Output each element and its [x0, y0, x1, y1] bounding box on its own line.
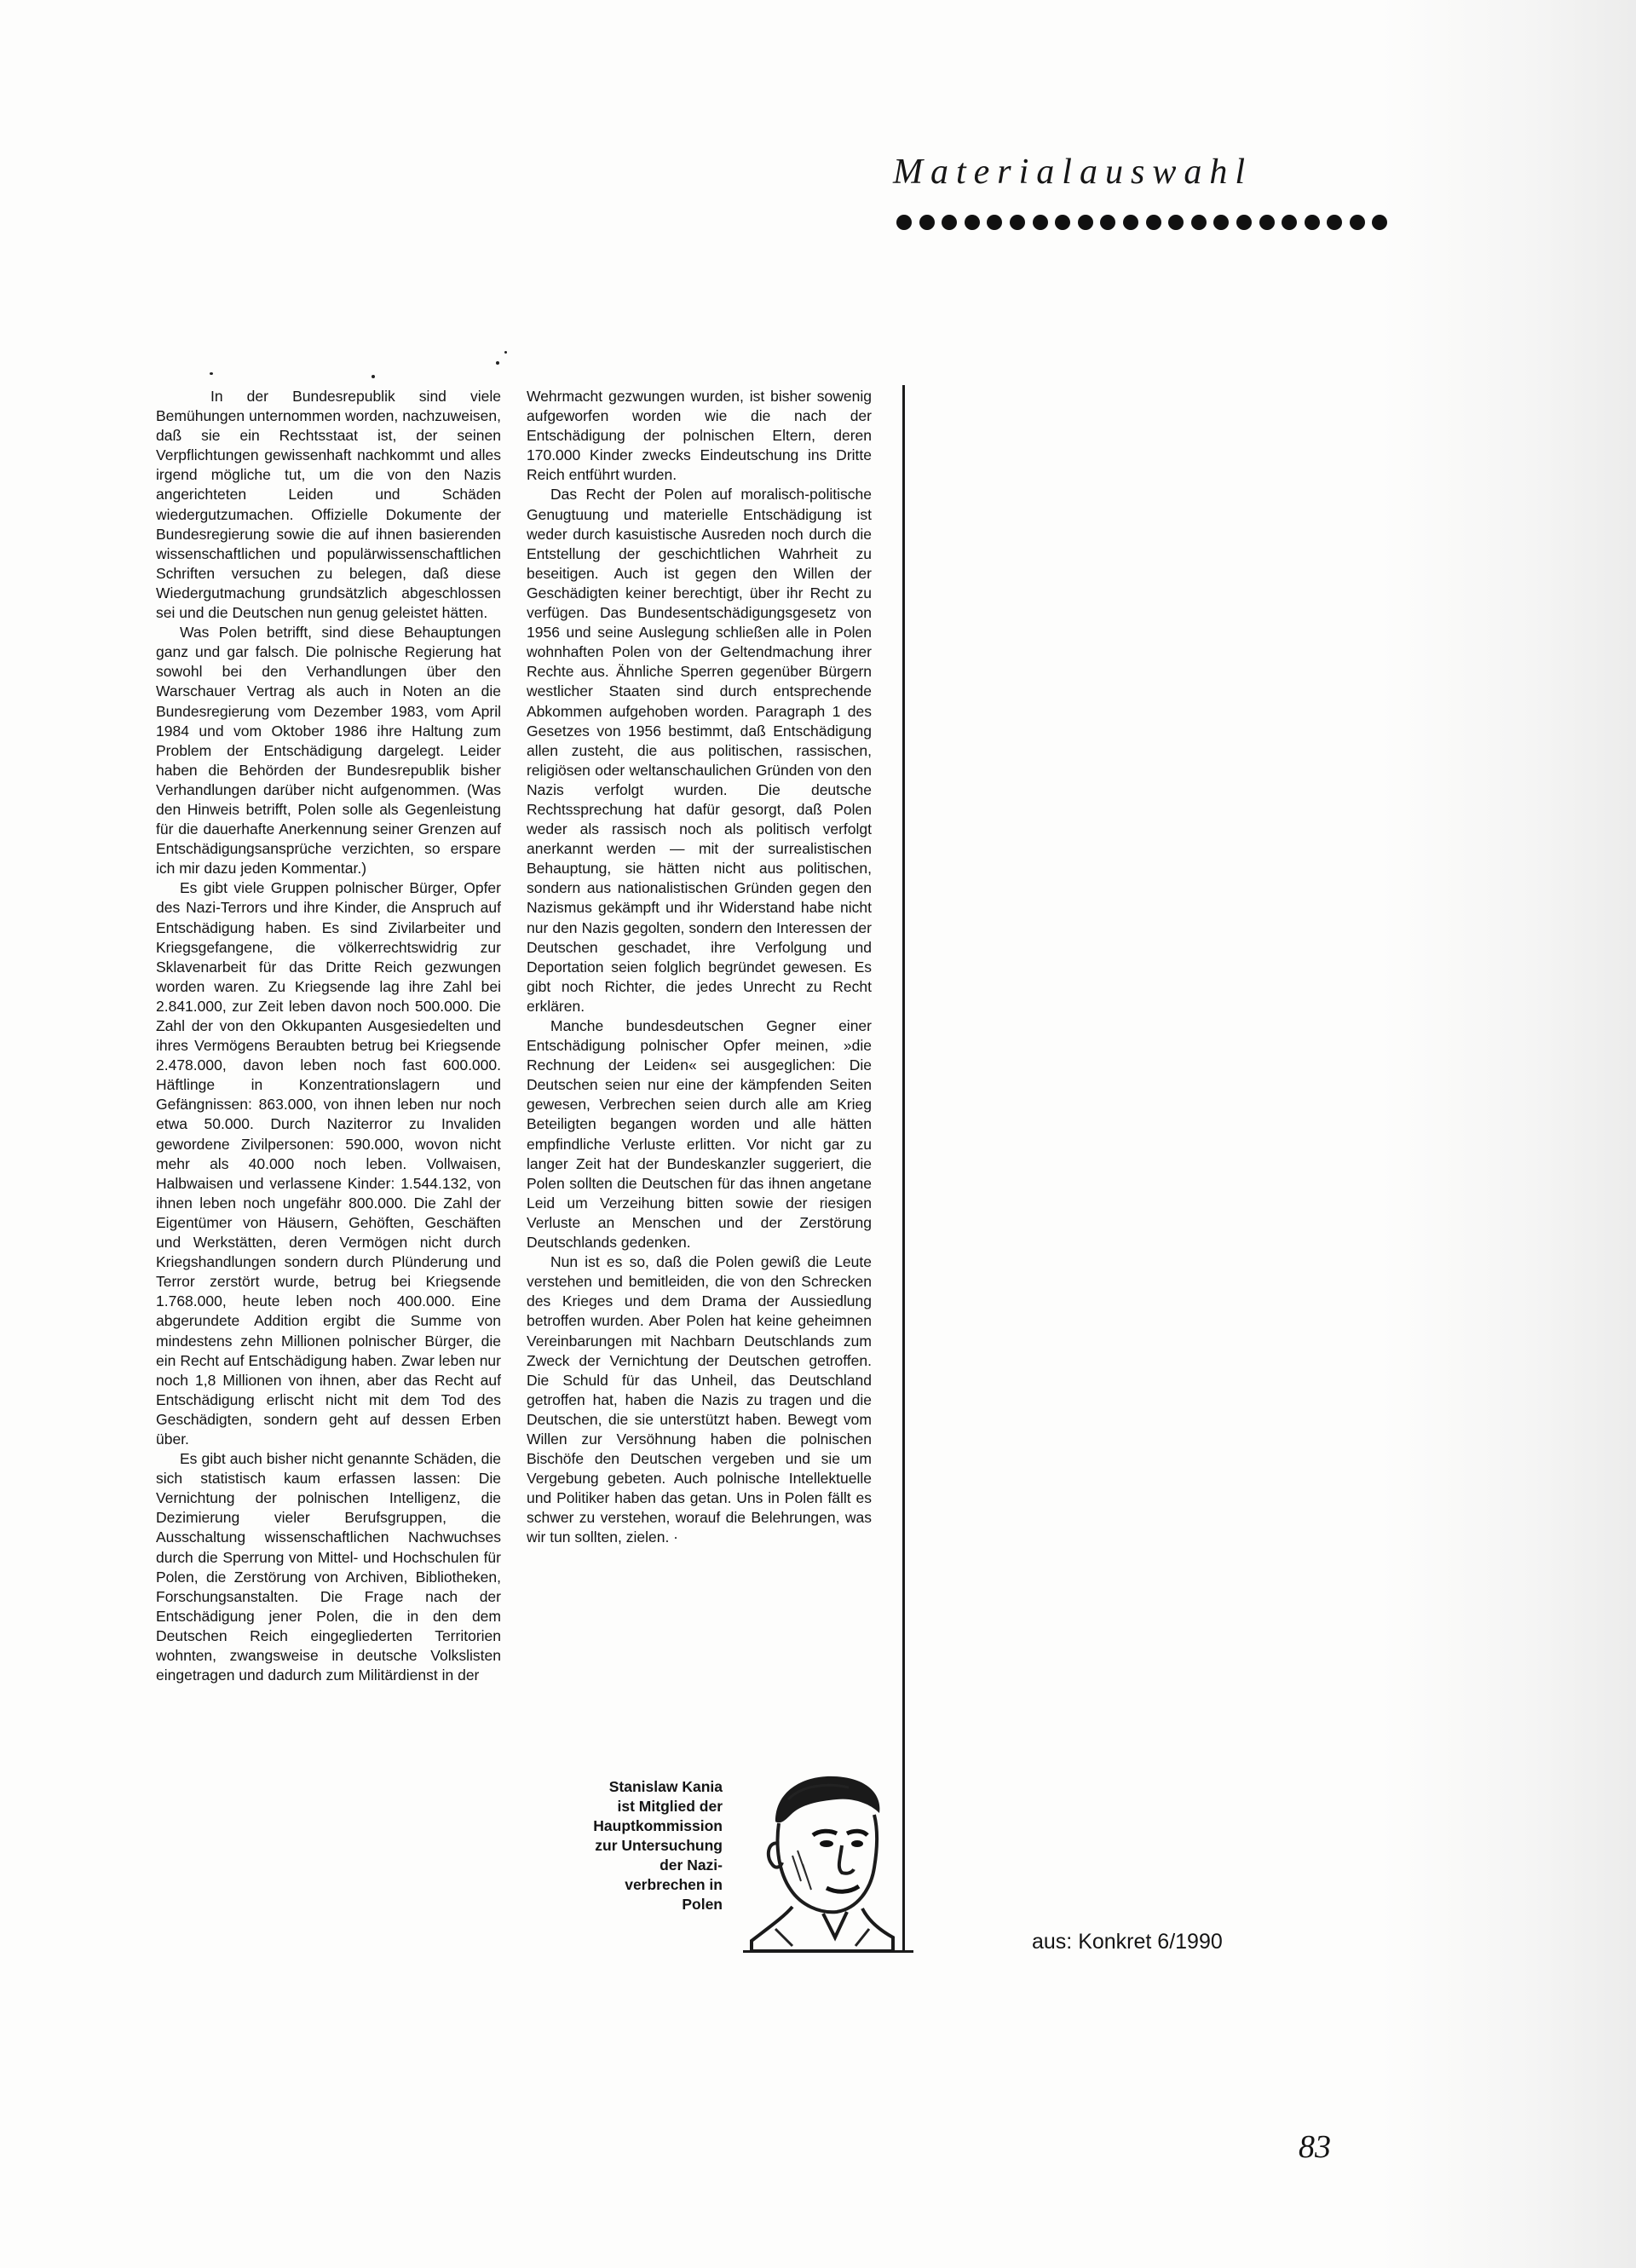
- section-title: Materialauswahl: [893, 153, 1253, 192]
- dot-bullet: [1010, 215, 1025, 230]
- dot-rule: [896, 215, 1387, 230]
- dot-bullet: [1259, 215, 1275, 230]
- author-portrait-icon: [741, 1762, 903, 1951]
- dot-bullet: [1327, 215, 1342, 230]
- article-column-left: [156, 387, 501, 1685]
- dot-bullet: [919, 215, 935, 230]
- scan-speck: [504, 351, 507, 354]
- paragraph: Nun ist es so, daß die Polen gewiß die Leute verstehen und bemitleiden, die von den Schrecken des Krieges und dem Drama der Aussiedlung betroffen wurden. Aber Polen hat keine geheimnen Vereinbarungen mit Nachbarn Deutschlands zum Zweck der Vernichtung der Deutschen getroffen. Die Schuld für das Unheil, das Deutschland getroffen hat, haben die Nazis zu tragen und die Deutschen, die sie unterstützt haben. Bewegt vom Willen zur Versöhnung haben die polnischen Bischöfe den Deutschen vergeben und sie um Vergebung gebeten. Auch polnische Intellektuelle und Politiker haben das getan. Uns in Polen fällt es schwer zu verstehen, worauf die Belehrungen, was wir tun sollten, zielen. ·: [527, 1253, 872, 1546]
- dot-bullet: [1350, 215, 1365, 230]
- scan-shading: [1380, 0, 1636, 2268]
- dot-bullet: [1146, 215, 1161, 230]
- scan-speck: [372, 375, 375, 378]
- dot-bullet: [1282, 215, 1297, 230]
- paragraph: Wehrmacht gezwungen wurden, ist bisher sowenig aufgeworfen worden wie die nach der Entschädigung der polnischen Eltern, deren 170.000 Kinder zwecks Eindeutschung ins Dritte Reich entführt wurden.: [527, 388, 872, 484]
- column-rule: [902, 385, 905, 1953]
- dot-bullet: [1033, 215, 1048, 230]
- dot-bullet: [987, 215, 1002, 230]
- page-number: 83: [1299, 2129, 1331, 2165]
- paragraph: Manche bundesdeutschen Gegner einer Entschädigung polnischer Opfer meinen, »die Rechnung der Leiden« sei ausgeglichen: Die Deutschen seien nur eine der kämpfenden Seiten gewesen, Verbrechen seien durch alle am Krieg Beteiligten begangen worden und alle hätten empfindliche Verluste erlitten. Vor nicht gar zu langer Zeit hat der Bundeskanzler suggeriert, die Polen sollten die Deutschen für das ihnen angetane Leid um Verzeihung bitten sowie der riesigen Verluste an Menschen und der Zerstörung Deutschlands gedenken.: [527, 1017, 872, 1252]
- dot-bullet: [1055, 215, 1070, 230]
- paragraph: In der Bundesrepublik sind viele Bemühungen unternommen worden, nachzuweisen, daß sie ein Rechtsstaat ist, der seinen Verpflichtungen gewissenhaft nachkommt und alles irgend mögliche tut, um die von den Nazis angerichteten Leiden und Schäden wiedergutzumachen. Offizielle Dokumente der Bundesregierung sowie die auf ihnen basierenden wissenschaftlichen und populärwissenschaftlichen Schriften versuchen zu belegen, daß diese Wiedergutmachung grundsätzlich abgeschlossen sei und die Deutschen nun genug geleistet hätten.: [156, 388, 501, 622]
- paragraph: Das Recht der Polen auf moralisch-politische Genugtuung und materielle Entschädigung ist weder durch kasuistische Ausreden noch durch die Entstellung der geschichtlichen Wahrheit zu beseitigen. Auch ist gegen den Willen der Geschädigten keiner berechtigt, über ihr Recht zu verfügen. Das Bundesentschädigungsgesetz von 1956 und seine Auslegung schließen alle in Polen wohnhaften Polen von der Geltendmachung ihrer Rechte aus. Ähnliche Sperren gegenüber Bürgern westlicher Staaten sind durch entsprechende Abkommen aufgehoben worden. Paragraph 1 des Gesetzes von 1956 bestimmt, daß Entschädigung allen zusteht, die aus politischen, rassischen, religiösen oder weltanschaulichen Gründen von den Nazis verfolgt wurden. Die deutsche Rechtssprechung hat dafür gesorgt, daß Polen weder als rassisch noch als politisch verfolgt anerkannt werden — mit der surrealistischen Behauptung, sie hätten nicht aus politischen, sondern aus nationalistischen Gründen gegen den Nazismus gekämpft und ihr Widerstand habe nicht nur den Nazis gegolten, sondern den Interessen der Deutschen geschadet, ihre Verfolgung und Deportation seien folglich begründet gewesen. Es gibt noch Richter, die jedes Unrecht zu Recht erklären.: [527, 486, 872, 1015]
- dot-bullet: [942, 215, 957, 230]
- dot-bullet: [1078, 215, 1093, 230]
- dot-bullet: [965, 215, 980, 230]
- paragraph: Es gibt auch bisher nicht genannte Schäden, die sich statistisch kaum erfassen lassen: Die Vernichtung der polnischen Intelligenz, die Dezimierung vieler Berufsgruppen, die Ausschaltung wissenschaftlichen Nachwuchses durch die Sperrung von Mittel- und Hochschulen für Polen, die Zerstörung von Archiven, Bibliotheken, Forschungsanstalten. Die Frage nach der Entschädigung jener Polen, die in den dem Deutschen Reich eingegliederten Territorien wohnten, zwangsweise in deutsche Volkslisten eingetragen und dadurch zum Militärdienst in der: [156, 1450, 501, 1684]
- dot-bullet: [1123, 215, 1138, 230]
- author-bio: Stanislaw Kania ist Mitglied der Hauptkommission zur Untersuchung der Nazi- verbrechen in Polen: [593, 1778, 723, 1913]
- dot-bullet: [1213, 215, 1229, 230]
- paragraph: Es gibt viele Gruppen polnischer Bürger, Opfer des Nazi-Terrors und ihre Kinder, die Anspruch auf Entschädigung haben. Es sind Zivilarbeiter und Kriegsgefangene, die völkerrechtswidrig zur Sklavenarbeit für das Dritte Reich gezwungen worden waren. Zu Kriegsende lag ihre Zahl bei 2.841.000, zur Zeit leben davon noch 500.000. Die Zahl der von den Okkupanten Ausgesiedelten und ihres Vermögens Beraubten betrug bei Kriegsende 2.478.000, davon leben noch fast 600.000. Häftlinge in Konzentrationslagern und Gefängnissen: 863.000, von ihnen leben nur noch etwa 50.000. Durch Naziterror zu Invaliden gewordene Zivilpersonen: 590.000, wovon nicht mehr als 40.000 noch leben. Vollwaisen, Halbwaisen und verlassene Kinder: 1.544.132, von ihnen leben noch ungefähr 800.000. Die Zahl der Eigentümer von Häusern, Gehöften, Geschäften und Werkstätten, deren Vermögen nicht durch Kriegshandlungen sondern durch Plünderung und Terror zerstört wurde, betrug bei Kriegsende 1.768.000, heute leben noch 400.000. Eine abgerundete Addition ergibt die Summe von mindestens zehn Millionen polnischer Bürger, die ein Recht auf Entschädigung haben. Zwar leben nur noch 1,8 Millionen von ihnen, aber das Recht auf Entschädigung erlischt nicht mit dem Tod des Geschädigten, sondern geht auf dessen Erben über.: [156, 879, 501, 1448]
- source-note: aus: Konkret 6/1990: [1032, 1930, 1223, 1954]
- article-column-right: [527, 387, 872, 1548]
- dot-bullet: [1191, 215, 1207, 230]
- dot-bullet: [896, 215, 912, 230]
- dot-bullet: [1168, 215, 1184, 230]
- dot-bullet: [1305, 215, 1320, 230]
- paragraph: Was Polen betrifft, sind diese Behauptungen ganz und gar falsch. Die polnische Regierung hat sowohl bei den Verhandlungen über den Warschauer Vertrag als auch in Noten an die Bundesregierung vom Dezember 1983, vom April 1984 und vom Oktober 1986 ihre Haltung zum Problem der Entschädigung dargelegt. Leider haben die Behörden der Bundesrepublik bisher Verhandlungen darüber nicht aufgenommen. (Was den Hinweis betrifft, Polen solle als Gegenleistung für die dauerhafte Anerkennung seiner Grenzen auf Entschädigungsansprüche verzichten, so erspare ich mir dazu jeden Kommentar.): [156, 624, 501, 878]
- dot-bullet: [1100, 215, 1115, 230]
- dot-bullet: [1372, 215, 1387, 230]
- scan-speck: [210, 372, 213, 375]
- dot-bullet: [1236, 215, 1252, 230]
- scan-speck: [496, 361, 499, 365]
